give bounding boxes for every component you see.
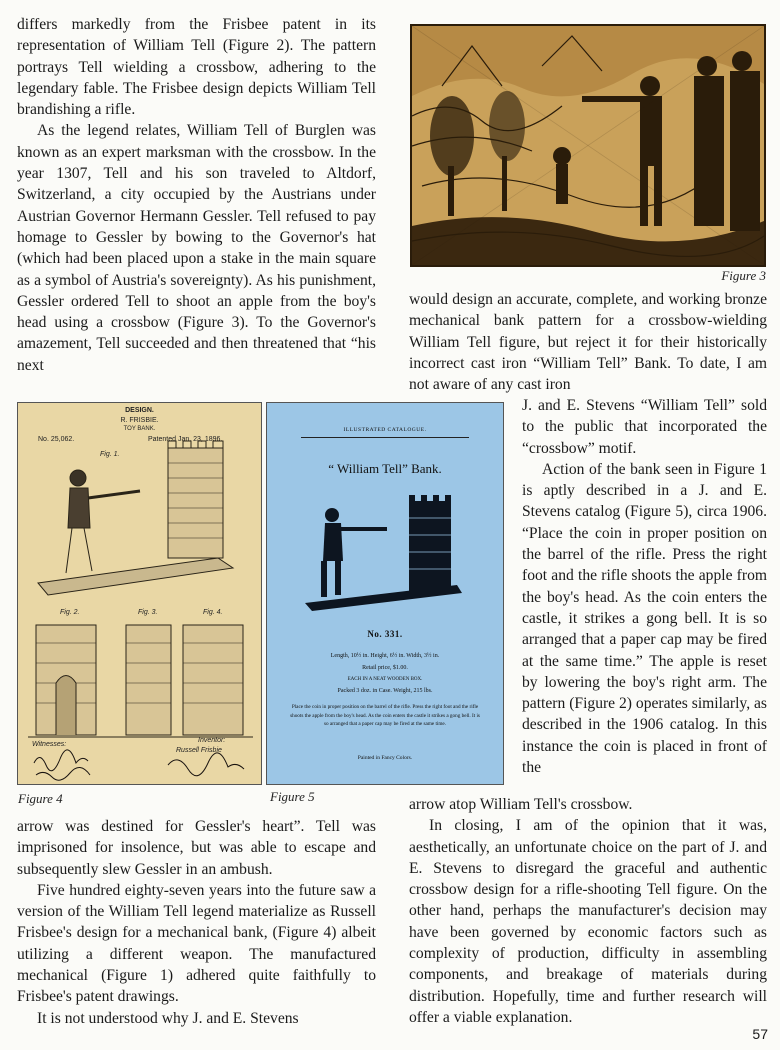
patent-witnesses: Witnesses: — [32, 741, 67, 748]
figure-4-caption: Figure 4 — [18, 791, 63, 806]
paragraph: would design an accurate, complete, and working bronze mechanical bank pattern for a crossbow-wielding William Tell figure, but reject it for their historically incorrect cast iron “William Tell” Bank. To date, I am not aware of any cast iron — [409, 291, 767, 394]
paragraph: It is not understood why J. and E. Stevens — [37, 1009, 299, 1027]
catalog-header: ILLUSTRATED CATALOGUE. — [343, 427, 427, 433]
paragraph: Five hundred eighty-seven years into the future saw a version of the William Tell legend materialize as Russell Frisbee's design for a mechanical bank, (Figure 4) albeit utilizing a different weapon. The manufactured mechanical (Figure 1) adhered quite faithfully to Frisbee's patent drawings. — [17, 881, 376, 1006]
page-number: 57 — [752, 1026, 768, 1042]
woodcut-illustration — [412, 26, 764, 265]
figure-4-patent-drawing — [17, 402, 262, 785]
left-column-top-text — [17, 14, 376, 376]
handwritten-signatures — [18, 403, 261, 784]
patent-subject: TOY BANK. — [123, 426, 156, 432]
figure-5-catalog-page — [266, 402, 504, 785]
right-column-bottom-text — [409, 794, 767, 1028]
catalog-box: EACH IN A NEAT WOODEN BOX. — [347, 677, 423, 682]
paragraph: differs markedly from the Frisbee patent in its representation of William Tell (Figure 2). The pattern portrays Tell wielding a crossbow, adhering to the legendary fable. The Frisbee design depicts William Tell brandishing a rifle. — [17, 16, 376, 119]
patent-inventor-label: Inventor: — [198, 737, 226, 744]
figure-3-caption: Figure 3 — [721, 268, 766, 283]
catalog-title: “ William Tell” Bank. — [328, 461, 442, 476]
patent-fig4-label: Fig. 4. — [203, 609, 223, 616]
patent-fig2-label: Fig. 2. — [60, 609, 80, 616]
left-column-bottom-text — [17, 816, 376, 1029]
right-column-narrow-text — [522, 395, 767, 778]
figure-3-woodcut — [410, 24, 766, 267]
paragraph: J. and E. Stevens “William Tell” sold to the public that incorporated the “crossbow” motif. — [522, 397, 767, 457]
catalog-price: Retail price, $1.00. — [362, 665, 408, 671]
catalog-dimensions: Length, 10½ in. Height, 6½ in. Width, 3½ in. — [330, 653, 440, 659]
patent-number: No. 25,062. — [38, 436, 75, 443]
paragraph: arrow atop William Tell's crossbow. — [409, 796, 633, 813]
catalog-number: No. 331. — [367, 629, 403, 639]
patent-inventor: R. FRISBIE. — [120, 417, 159, 424]
paragraph: arrow was destined for Gessler's heart”. Tell was imprisoned for insolence, but was able to escape and subsequently slew Gessler in an ambush. — [17, 818, 376, 878]
right-column-mid-text — [409, 289, 767, 395]
patent-inventor-signature: Russell Frisbie — [176, 747, 222, 754]
paragraph: Action of the bank seen in Figure 1 is aptly described in a J. and E. Stevens catalog (Figure 5), circa 1906. “Place the coin in proper position on the barrel of the rifle. Press the right foot and the rifle shoots the apple from the boy's head. As the coin enters the castle, it strikes a gong bell. It is so arranged that a paper cap may be fired at the same time.” The apple is reset by lowering the boy's right arm. The pattern (Figure 2) operates similarly, as described in the 1906 catalog. In this instance the coin is placed in front of the — [522, 460, 767, 777]
paragraph: In closing, I am of the opinion that it was, aesthetically, an unfortunate choice on the part of J. and E. Stevens to disregard the graceful and authentic crossbow design for a rifle-shooting Tell figure. On the other hand, perhaps the manufacturer's decision may have been governed by economic factors such as complexity of production, difficulty in assembling components, and breakage of materials during distribution. Hopefully, time and further research will offer a viable explanation. — [409, 817, 767, 1026]
catalog-painted: Painted in Fancy Colors. — [357, 755, 413, 761]
patent-fig1-label: Fig. 1. — [100, 451, 120, 458]
catalog-instructions: Place the coin in proper position on the barrel of the rifle. Press the right foot and the rifle shoots the apple from the boy's head. As the coin enters the castle it strikes a gong bell. It is so arranged that a paper cap may be fired at the same time. — [290, 704, 480, 727]
patent-date: Patented Jan. 23, 1896. — [148, 436, 223, 443]
catalog-packed: Packed 3 doz. in Case. Weight, 215 lbs. — [337, 688, 433, 694]
patent-heading: DESIGN. — [125, 407, 154, 414]
figure-5-caption: Figure 5 — [270, 789, 315, 804]
paragraph: As the legend relates, William Tell of Burglen was known as an expert marksman with the crossbow. In the year 1307, Tell and his son traveled to Altdorf, Switzerland, a city occupied by the Austrians under Austrian Governor Hermann Gessler. Tell refused to pay homage to Gessler by bowing to the Governor's hat (which had been placed upon a stake in the main square as a symbol of Austria's sovereignty). As his punishment, Gessler ordered Tell to shoot an apple from the boy's head using a crossbow (Figure 3). To the Governor's amazement, Tell succeeded and then threatened that “his next — [17, 122, 376, 374]
patent-fig3-label: Fig. 3. — [138, 609, 158, 616]
